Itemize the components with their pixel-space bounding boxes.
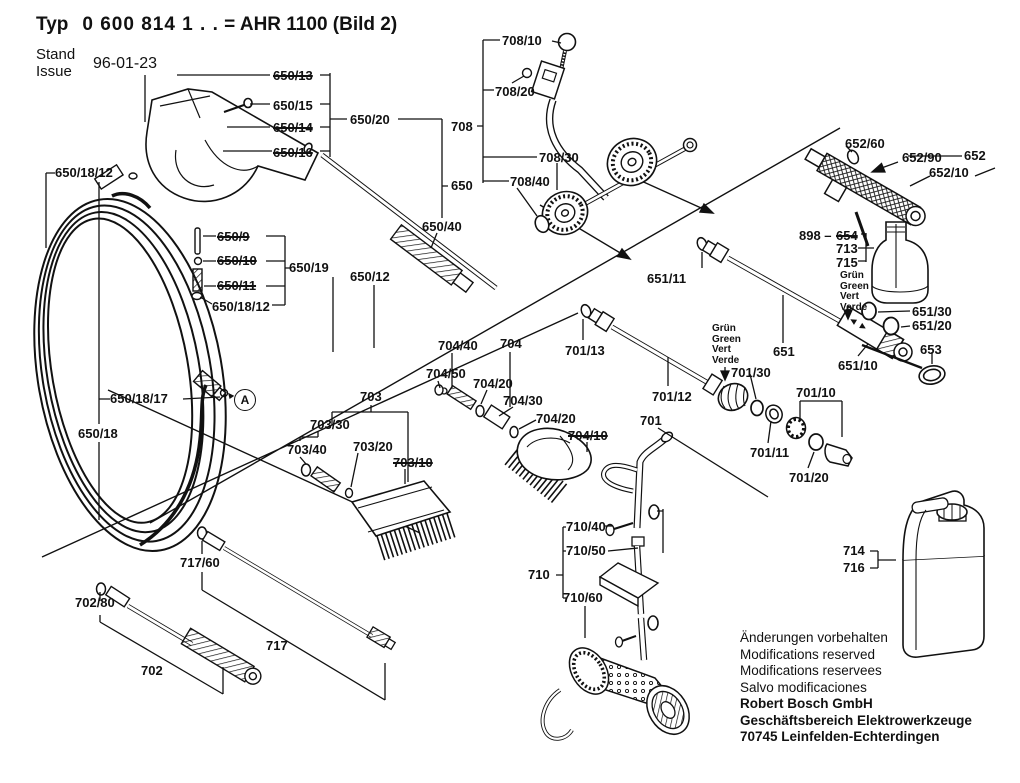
- part-label-704-20-a: 704/20: [473, 376, 513, 391]
- part-label-717-60: 717/60: [180, 555, 220, 570]
- part-label-652-10: 652/10: [929, 165, 969, 180]
- color-note-line: Grün: [712, 323, 736, 334]
- part-label-652-60: 652/60: [845, 136, 885, 151]
- part-label-717: 717: [266, 638, 288, 653]
- part-label-651-30: 651/30: [912, 304, 952, 319]
- part-label-703-10: 703/10: [393, 455, 433, 470]
- part-label-708-40: 708/40: [510, 174, 550, 189]
- part-label-651-20: 651/20: [912, 318, 952, 333]
- o-ring-icon: [129, 173, 137, 179]
- wheel-icon: [599, 130, 665, 194]
- part-label-650-11: 650/11: [217, 278, 257, 293]
- o-ring-icon: [751, 401, 763, 416]
- part-label-650-16: 650/16: [273, 145, 313, 160]
- part-label-710-50: 710/50: [566, 543, 606, 558]
- issue-label: Issue: [36, 63, 72, 80]
- color-note-2: [712, 324, 741, 366]
- wheel-axle-drawing: [523, 34, 697, 243]
- pointer-arrow-icon: [229, 394, 233, 398]
- type-number: 0 600 814 1 . .: [82, 14, 219, 35]
- part-label-701-10: 701/10: [796, 385, 836, 400]
- part-label-714: 714: [843, 543, 865, 558]
- screw-icon: [244, 99, 252, 108]
- page-title: [36, 14, 397, 36]
- part-label-716: 716: [843, 560, 865, 575]
- footer-note: Modifications reserved: [740, 646, 876, 662]
- part-label-715: 715: [836, 255, 858, 270]
- part-label-703-20: 703/20: [353, 439, 393, 454]
- o-ring-icon: [648, 616, 658, 630]
- part-label-701-20: 701/20: [789, 470, 829, 485]
- assembly-arrow-icon: [700, 204, 713, 213]
- wheel-icon: [535, 184, 595, 243]
- basket-drawing: [543, 641, 698, 742]
- color-note-line: Grün: [840, 270, 864, 281]
- color-note-line: Vert: [840, 291, 859, 302]
- part-label-650-18-12-a: 650/18/12: [55, 165, 113, 180]
- issue-date: 96-01-23: [93, 55, 158, 72]
- part-label-650-14: 650/14: [273, 120, 313, 135]
- part-label-651-11: 651/11: [647, 271, 687, 286]
- company-city: 70745 Leinfelden-Echterdingen: [740, 729, 940, 744]
- company-division: Geschäftsbereich Elektrowerkzeuge: [740, 712, 972, 728]
- part-label-701-13: 701/13: [565, 343, 605, 358]
- part-label-650-40: 650/40: [422, 219, 462, 234]
- part-label-708-30: 708/30: [539, 150, 579, 165]
- part-label-704-20-b: 704/20: [536, 411, 576, 426]
- screw-icon: [616, 637, 623, 647]
- o-ring-icon: [884, 318, 899, 335]
- stand-issue-label: [36, 46, 75, 80]
- knob-icon: [559, 34, 576, 51]
- o-ring-icon: [649, 505, 659, 519]
- part-label-650-9: 650/9: [217, 229, 250, 244]
- color-note-1: [840, 271, 869, 313]
- part-label-702: 702: [141, 663, 163, 678]
- part-label-652: 652: [964, 148, 986, 163]
- company-name: Robert Bosch GmbH: [740, 696, 873, 711]
- tube-717-drawing: [198, 527, 397, 651]
- part-label-701-30: 701/30: [731, 365, 771, 380]
- part-label-651: 651: [773, 344, 795, 359]
- wash-brush-drawing: [302, 464, 455, 548]
- pointer-arrow-icon: [721, 371, 729, 380]
- part-label-653: 653: [920, 342, 942, 357]
- assembly-arrow-icon: [618, 249, 631, 259]
- part-label-708-20: 708/20: [495, 84, 535, 99]
- part-label-713: 713: [836, 241, 858, 256]
- color-note-line: Green: [840, 280, 869, 292]
- footer-note: Modifications reservees: [740, 663, 882, 678]
- footer-note: Änderungen vorbehalten: [740, 630, 888, 645]
- part-label-650-15: 650/15: [273, 98, 313, 113]
- part-label-650-19: 650/19: [289, 260, 329, 275]
- part-label-650-18-17: 650/18/17: [110, 391, 168, 406]
- part-label-703: 703: [360, 389, 382, 404]
- model-name: AHR 1100 (Bild 2): [239, 14, 398, 35]
- part-label-708-10: 708/10: [502, 33, 542, 48]
- part-label-651-10: 651/10: [838, 358, 878, 373]
- part-label-650-18-12-b: 650/18/12: [212, 299, 270, 314]
- lance-650-drawing: [322, 155, 496, 295]
- part-label-704-10: 704/10: [568, 428, 608, 443]
- color-note-line: Verde: [840, 301, 868, 313]
- part-label-703-40: 703/40: [287, 442, 327, 457]
- o-ring-icon: [97, 583, 106, 595]
- pointer-arrow-icon: [872, 164, 885, 173]
- part-label-704-40: 704/40: [438, 338, 478, 353]
- part-label-650-10: 650/10: [217, 253, 257, 268]
- part-label-650-18: 650/18: [78, 426, 118, 441]
- part-label-701-11: 701/11: [750, 445, 790, 460]
- part-label-650-20: 650/20: [350, 112, 390, 127]
- part-label-650: 650: [451, 178, 473, 193]
- part-label-704: 704: [500, 336, 522, 351]
- part-label-710-40: 710/40: [566, 519, 606, 534]
- gun-small-parts-drawing: [192, 228, 202, 300]
- footer-block: [740, 630, 972, 746]
- o-ring-icon: [809, 434, 823, 450]
- o-ring-icon: [476, 406, 484, 417]
- part-label-650-13: 650/13: [273, 68, 313, 83]
- part-label-654: 654: [836, 228, 858, 243]
- tube-702-drawing: [97, 583, 265, 688]
- callout-a: A: [234, 389, 256, 411]
- part-label-702-80: 702/80: [75, 595, 115, 610]
- part-label-710: 710: [528, 567, 550, 582]
- o-ring-icon: [846, 149, 861, 166]
- part-label-704-50: 704/50: [426, 366, 466, 381]
- o-ring-icon: [510, 427, 518, 438]
- part-label-898: 898 –: [799, 228, 832, 243]
- stand-label: Stand: [36, 46, 76, 63]
- typ-label: Typ: [36, 14, 69, 35]
- part-label-708: 708: [451, 119, 473, 134]
- o-ring-icon: [302, 464, 311, 476]
- color-note-line: Verde: [712, 354, 740, 366]
- part-label-703-30: 703/30: [310, 417, 350, 432]
- part-label-704-30: 704/30: [503, 393, 543, 408]
- footer-note: Salvo modificaciones: [740, 679, 867, 695]
- hose-coil-drawing: [8, 165, 251, 566]
- part-label-710-60: 710/60: [563, 590, 603, 605]
- equals-sign: =: [224, 14, 236, 35]
- part-label-701-12: 701/12: [652, 389, 692, 404]
- part-label-650-12: 650/12: [350, 269, 390, 284]
- color-note-line: Vert: [712, 344, 731, 355]
- part-label-701: 701: [640, 413, 662, 428]
- color-note-line: Green: [712, 333, 741, 345]
- part-label-652-90: 652/90: [902, 150, 942, 165]
